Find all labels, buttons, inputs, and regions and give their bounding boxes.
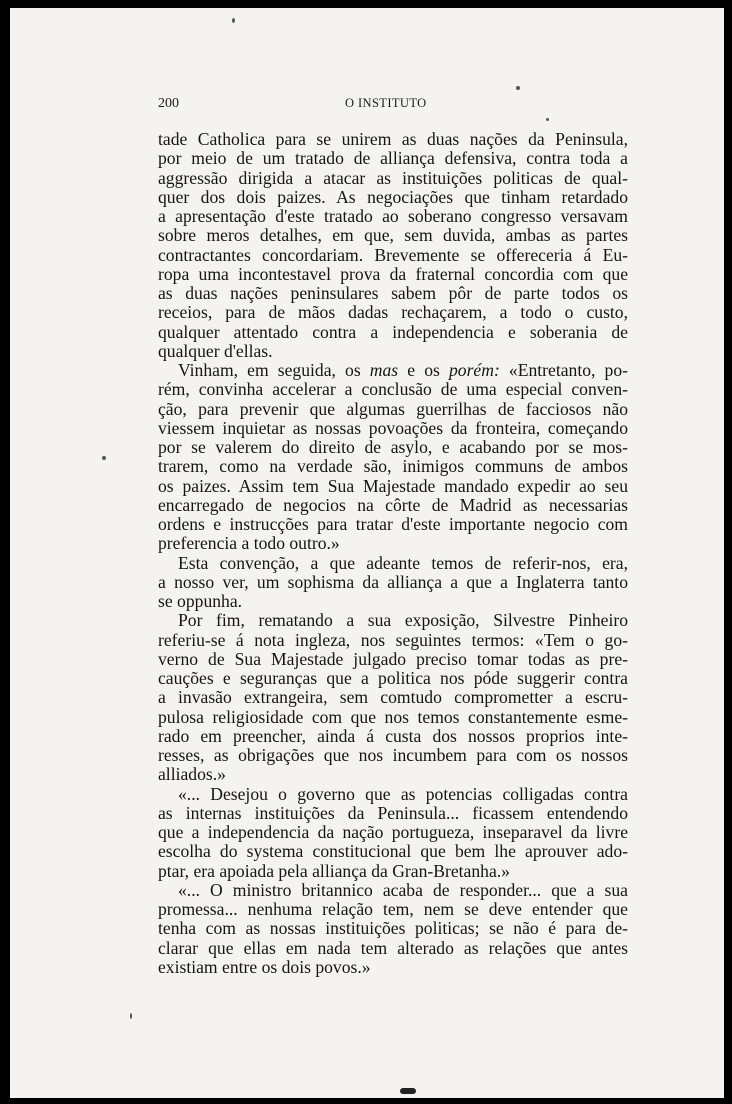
text-line: qualquer attentado contra a independencia e soberania de xyxy=(158,321,628,342)
running-title: O INSTITUTO xyxy=(345,96,427,110)
text-line: tenha com as nossas instituições politicas; se não é para de- xyxy=(158,918,628,939)
text-line: verno de Sua Majestade julgado preciso tomar todas as pre- xyxy=(158,648,628,669)
text-line: referiu-se á nota ingleza, nos seguintes termos: «Tem o go- xyxy=(158,629,628,650)
text-line: sobre meros detalhes, em que, sem duvida, ambas as partes xyxy=(158,225,628,246)
text-line: ptar, era apoiada pela alliança da Gran-Bretanha.» xyxy=(158,860,510,881)
italic-word: porém: xyxy=(448,360,500,380)
text-line: rado em preencher, ainda á custa dos nossos proprios inte- xyxy=(158,725,628,746)
text-line: rém, convinha accelerar a conclusão de uma especial conven- xyxy=(158,379,628,400)
italic-word: mas xyxy=(369,360,399,380)
text-line: por meio de um tratado de alliança defensiva, contra toda a xyxy=(158,148,628,169)
text-line: existiam entre os dois povos.» xyxy=(158,956,371,977)
text-line: escolha do systema constitucional que bem lhe aprouver ado- xyxy=(158,841,628,862)
body-text xyxy=(158,130,628,977)
text-line: trarem, como na verdade são, inimigos communs de ambos xyxy=(158,456,628,477)
text-line: clarar que ellas em nada tem alterado as relações que antes xyxy=(158,937,628,958)
scan-speck xyxy=(232,18,235,23)
text-line: contractantes concordariam. Brevemente se offereceria á Eu- xyxy=(158,244,628,265)
text-line: alliados.» xyxy=(158,764,226,785)
text-line: tade Catholica para se unirem as duas nações da Peninsula, xyxy=(158,129,628,149)
text-line: preferencia a todo outro.» xyxy=(158,533,340,554)
scan-speck xyxy=(516,86,520,90)
text-line: por se valerem do direito de asylo, e acabando por se mos- xyxy=(158,437,628,457)
text-line: receios, para de mãos dadas rechaçarem, a todo o custo, xyxy=(158,302,628,323)
text-line: cauções e seguranças que a politica nos póde suggerir contra xyxy=(158,668,628,688)
text-line: quer dos dois paizes. As negociações que tinham retardado xyxy=(158,186,628,207)
text-line: «... Desejou o governo que as potencias colligadas contra xyxy=(178,783,628,804)
text-line: promessa... nenhuma relação tem, nem se deve entender que xyxy=(158,899,628,919)
text-line: qualquer d'ellas. xyxy=(158,340,273,361)
text-line: a apresentação d'este tratado ao soberano congresso versavam xyxy=(158,206,628,226)
text-line: resses, as obrigações que nos incumbem para com os nossos xyxy=(158,745,628,765)
text-line-italic: Vinham, em seguida, os mas e os porém: «Entretanto, po- xyxy=(178,360,628,380)
scan-speck xyxy=(546,118,549,121)
book-page xyxy=(10,8,724,1098)
scan-speck xyxy=(102,456,106,460)
text-line: a nosso ver, um sophisma da alliança a que a Inglaterra tanto xyxy=(158,571,628,592)
text-line: as internas instituições da Peninsula... ficassem entendendo xyxy=(158,802,628,823)
text-line: aggressão dirigida a atacar as instituições politicas de qual- xyxy=(158,167,628,188)
text-line: ção, para prevenir que algumas guerrilhas de facciosos não xyxy=(158,398,628,419)
text-line: encarregado de negocios na côrte de Madrid as necessarias xyxy=(158,494,628,515)
text-line: Por fim, rematando a sua exposição, Silvestre Pinheiro xyxy=(178,610,628,631)
scan-speck xyxy=(400,1088,416,1094)
text-line: «... O ministro britannico acaba de responder... que a sua xyxy=(178,879,628,900)
text-line: ordens e instrucções para tratar d'este importante negocio com xyxy=(158,514,628,534)
scan-speck xyxy=(130,1013,132,1019)
text-line: Esta convenção, a que adeante temos de referir-nos, era, xyxy=(178,552,628,573)
text-line: as duas nações peninsulares sabem pôr de parte todos os xyxy=(158,283,628,303)
text-line: que a independencia da nação portugueza, inseparavel da livre xyxy=(158,822,628,842)
text-line: ropa uma incontestavel prova da fraternal concordia com que xyxy=(158,263,628,284)
text-line: viessem inquietar as nossas povoações da fronteira, começando xyxy=(158,417,628,438)
text-line: pulosa religiosidade com que nos temos constantemente esme- xyxy=(158,706,628,727)
text-line: a invasão extrangeira, sem comtudo comprometter a escru- xyxy=(158,687,628,708)
page-number: 200 xyxy=(158,96,179,111)
text-line: os paizes. Assim tem Sua Majestade mandado expedir ao seu xyxy=(158,475,628,496)
text-line: se oppunha. xyxy=(158,591,243,611)
